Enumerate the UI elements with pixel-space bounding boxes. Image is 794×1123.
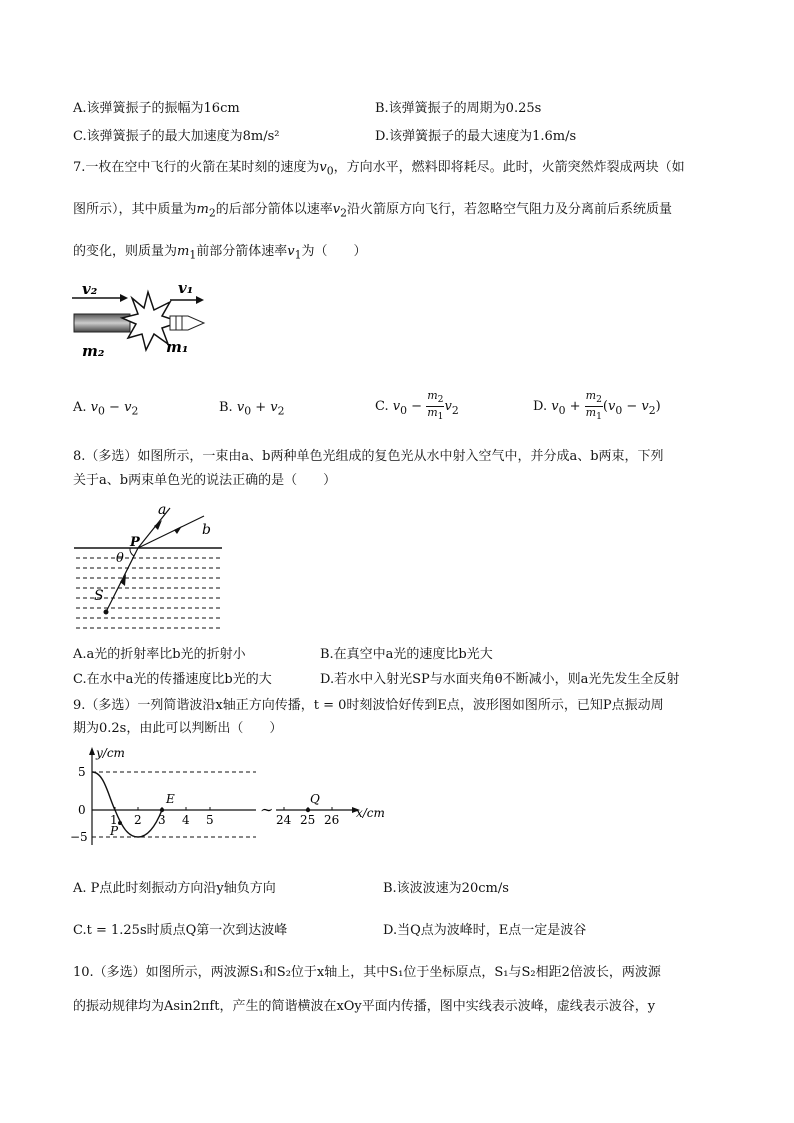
q6-option-c: C.该弹簧振子的最大加速度为8m/s²: [73, 129, 280, 144]
axis-break-tilde: ∼: [260, 800, 274, 819]
wave-figure: [70, 745, 390, 855]
ray-a-label: a: [158, 502, 167, 518]
q7-option-a: A. $v_0 - v_2$: [73, 400, 139, 418]
x-axis-label: x/cm: [356, 806, 385, 820]
q9-option-c: C.t = 1.25s时质点Q第一次到达波峰: [73, 923, 288, 938]
q8-option-c: C.在水中a光的传播速度比b光的大: [73, 672, 272, 687]
refraction-figure: [70, 500, 230, 635]
x-tick-24: 24: [276, 813, 292, 827]
q6-option-b: B.该弹簧振子的周期为0.25s: [375, 101, 542, 116]
m2-label: m₂: [82, 342, 105, 360]
point-s-label: S: [94, 588, 104, 604]
q7-option-b: B. $v_0 + v_2$: [219, 400, 285, 418]
q9-line2: 期为0.2s，由此可以判断出（ ）: [73, 721, 283, 736]
q8-line2: 关于a、b两束单色光的说法正确的是（ ）: [73, 473, 337, 488]
point-e-label: E: [166, 792, 175, 806]
x-tick-5: 5: [206, 813, 214, 827]
q9-option-b: B.该波波速为20cm/s: [383, 881, 509, 896]
theta-label: θ: [116, 551, 124, 566]
q9-option-d: D.当Q点为波峰时，E点一定是波谷: [383, 923, 587, 938]
q7-option-c: C. $v_0$ − $\frac{m_2}{m_1}$ $v_2$: [375, 389, 459, 423]
y-axis-label: y/cm: [96, 746, 125, 760]
x-tick-26: 26: [324, 813, 340, 827]
q9-line1: 9.（多选）一列简谐波沿x轴正方向传播，t = 0时刻波恰好传到E点，波形图如图所示，已知P点振动周: [73, 698, 664, 713]
x-tick-2: 2: [134, 813, 142, 827]
point-p-label: P: [110, 824, 119, 838]
x-tick-3: 3: [158, 813, 166, 827]
q7-line1: 7.一枚在空中飞行的火箭在某时刻的速度为$v_0$，方向水平，燃料即将耗尽。此时，火箭突然炸裂成两块（如: [73, 160, 685, 178]
q7-line2: 图所示），其中质量为$m_2$的后部分箭体以速率$v_2$沿火箭原方向飞行，若忽略空气阻力及分离前后系统质量: [73, 202, 673, 220]
waveform: [92, 772, 162, 837]
q8-option-d: D.若水中入射光SP与水面夹角θ不断减小，则a光先发生全反射: [320, 672, 680, 687]
q8-option-b: B.在真空中a光的速度比b光大: [320, 647, 493, 662]
x-tick-25: 25: [300, 813, 316, 827]
v2-label: v₂: [82, 280, 98, 298]
q9-option-a: A. P点此时刻振动方向沿y轴负方向: [73, 881, 276, 896]
point-q-label: Q: [310, 792, 320, 806]
y-tick-5: 5: [78, 765, 86, 779]
x-tick-4: 4: [182, 813, 190, 827]
x-tick-1: 1: [110, 813, 118, 827]
q8-option-a: A.a光的折射率比b光的折射小: [73, 647, 246, 662]
q8-line1: 8.（多选）如图所示，一束由a、b两种单色光组成的复色光从水中射入空气中，并分成a、b两束，下列: [73, 449, 664, 464]
q7-line3: 的变化，则质量为$m_1$前部分箭体速率$v_1$为（ ）: [73, 244, 367, 262]
ray-b-label: b: [202, 522, 211, 538]
m1-label: m₁: [166, 338, 189, 356]
q6-option-d: D.该弹簧振子的最大速度为1.6m/s: [375, 129, 577, 144]
y-tick-0: 0: [78, 803, 86, 817]
q6-option-a: A.该弹簧振子的振幅为16cm: [73, 101, 240, 116]
q10-line2: 的振动规律均为Asin2πft，产生的简谐横波在xOy平面内传播，图中实线表示波峰，虚线表示波谷，y: [73, 999, 656, 1014]
rocket-explosion-figure: [70, 276, 220, 361]
q10-line1: 10.（多选）如图所示，两波源S₁和S₂位于x轴上，其中S₁位于坐标原点，S₁与S₂相距2倍波长，两波源: [73, 965, 661, 980]
q7-option-d: D. $v_0$ + $\frac{m_2}{m_1}$ $(v_0 - v_2)$: [533, 389, 661, 423]
v1-label: v₁: [178, 279, 194, 297]
y-tick-neg5: −5: [70, 830, 88, 844]
point-p-label: P: [130, 535, 140, 550]
ray-b: [138, 516, 204, 548]
